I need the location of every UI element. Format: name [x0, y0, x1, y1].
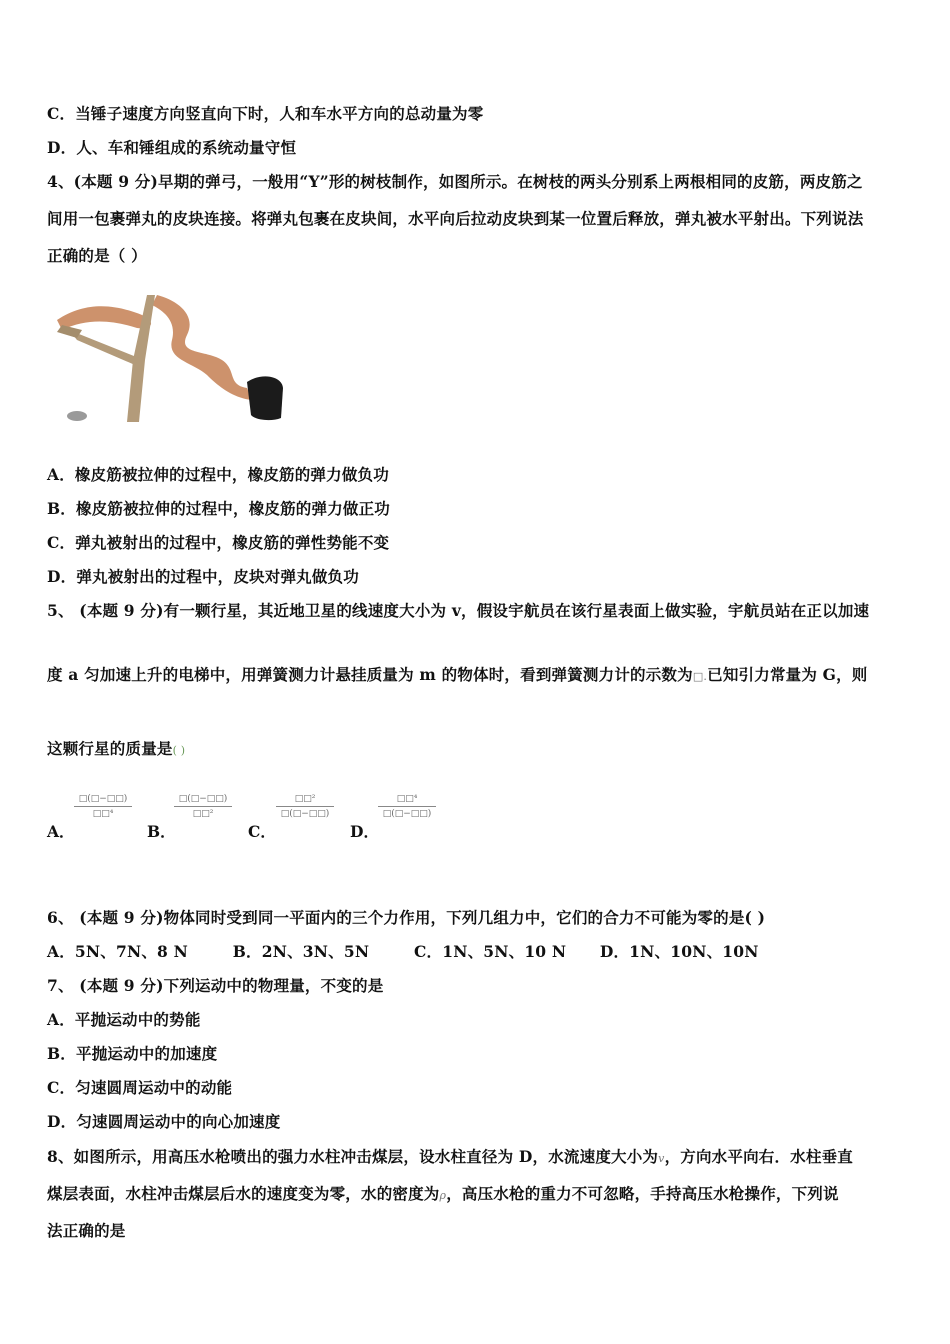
q8-stem-line-1: [47, 1145, 853, 1167]
q7-option-b: B．平抛运动中的加速度: [47, 1044, 218, 1063]
q6-options: A．5N、7N、8 N B．2N、3N、5N C．1N、5N、10 N D．1N、10N、10N: [47, 942, 759, 961]
q4-option-c: C．弹丸被射出的过程中，橡皮筋的弹性势能不变: [47, 533, 390, 552]
q4-stem-line-3: 正确的是（ ）: [47, 246, 147, 265]
q8-stem-line-3: 法正确的是: [47, 1221, 126, 1240]
q4-option-b: B．橡皮筋被拉伸的过程中，橡皮筋的弹力做正功: [47, 499, 391, 518]
q7-option-c: C．匀速圆周运动中的动能: [47, 1078, 233, 1097]
q5-stem-line-2: [47, 663, 867, 685]
q4-stem-line-1: 4、(本题 9 分)早期的弹弓，一般用“Y”形的树枝制作，如图所示。在树枝的两头分别系上两根相同的皮筋，两皮筋之: [47, 172, 863, 191]
q5-formula-a-den: □□⁴: [92, 809, 114, 819]
slingshot-image: [47, 290, 287, 422]
q5-formula-b: [174, 792, 232, 821]
q5-reading-glyph: □.: [692, 670, 708, 683]
q5-option-c-label: C．: [248, 822, 276, 841]
q7-stem: 7、 (本题 9 分)下列运动中的物理量，不变的是: [47, 976, 384, 995]
q8-stem-line-2: [47, 1182, 839, 1204]
q3-option-d: D．人、车和锤组成的系统动量守恒: [47, 138, 297, 157]
q5-formula-d-num: □□⁴: [378, 792, 436, 807]
q4-stem-line-2: 间用一包裹弹丸的皮块连接。将弹丸包裹在皮块间，水平向后拉动皮块到某一位置后释放，弹丸被水平射出。下列说法: [47, 209, 864, 228]
q5-formula-a: [74, 792, 132, 821]
q5-formula-c-num: □□²: [276, 792, 334, 807]
q6-stem: 6、 (本题 9 分)物体同时受到同一平面内的三个力作用，下列几组力中，它们的合力不可能为零的是( ): [47, 908, 766, 927]
q5-formula-d: [378, 792, 436, 821]
q5-stem-line-1: 5、 (本题 9 分)有一颗行星，其近地卫星的线速度大小为 v，假设宇航员在该行星表面上做实验，宇航员站在正以加速: [47, 601, 870, 620]
q5-formula-a-num: □(□−□□): [74, 792, 132, 807]
q8-density-symbol: ρ: [439, 1189, 447, 1202]
q5-stem-line-2-text-b: 已知引力常量为 G，则: [707, 665, 868, 684]
q5-formula-c-den: □(□−□□): [280, 809, 330, 819]
q4-option-a: A．橡皮筋被拉伸的过程中，橡皮筋的弹力做负功: [47, 465, 389, 484]
q5-stem-line-3: [47, 737, 185, 759]
q5-stem-line-3-text: 这颗行星的质量是: [47, 739, 173, 758]
q5-option-a-label: A．: [47, 822, 75, 841]
q8-stem-line-2-text-b: ，高压水枪的重力不可忽略，手持高压水枪操作，下列说: [446, 1184, 839, 1203]
q8-velocity-symbol: v: [658, 1152, 665, 1165]
q7-option-d: D．匀速圆周运动中的向心加速度: [47, 1112, 281, 1131]
q5-formula-b-den: □□²: [192, 809, 214, 819]
q4-option-d: D．弹丸被射出的过程中，皮块对弹丸做负功: [47, 567, 359, 586]
q5-formula-d-den: □(□−□□): [382, 809, 432, 819]
q5-stem-line-2-text-a: 度 a 匀加速上升的电梯中，用弹簧测力计悬挂质量为 m 的物体时，看到弹簧测力计的示数为: [47, 665, 693, 684]
q5-option-b-label: B．: [147, 822, 176, 841]
q8-stem-line-1-text-b: ，方向水平向右．水柱垂直: [664, 1147, 853, 1166]
q7-option-a: A．平抛运动中的势能: [47, 1010, 201, 1029]
q5-paren-glyph: ( ): [172, 744, 186, 757]
q5-formula-b-num: □(□−□□): [174, 792, 232, 807]
q8-stem-line-1-text-a: 8、如图所示，用高压水枪喷出的强力水柱冲击煤层，设水柱直径为 D，水流速度大小为: [47, 1147, 659, 1166]
q3-option-c: C．当锤子速度方向竖直向下时，人和车水平方向的总动量为零: [47, 104, 484, 123]
q5-option-d-label: D．: [350, 822, 379, 841]
q8-stem-line-2-text-a: 煤层表面，水柱冲击煤层后水的速度变为零，水的密度为: [47, 1184, 440, 1203]
q5-formula-c: [276, 792, 334, 821]
